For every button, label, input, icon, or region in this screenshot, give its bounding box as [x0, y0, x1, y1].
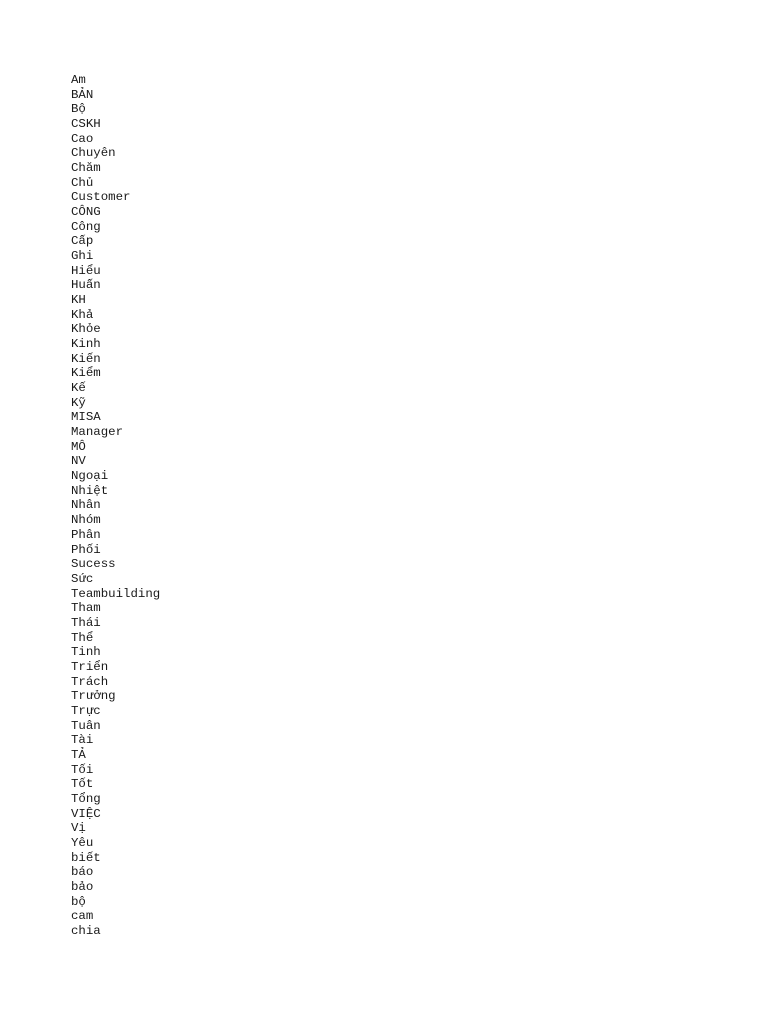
- word-list-item: Manager: [71, 425, 124, 440]
- word-list-item: MÔ: [71, 439, 86, 454]
- word-list-item: Tuân: [71, 718, 101, 733]
- word-list-item: Phân: [71, 527, 101, 542]
- word-list-item: Cao: [71, 131, 94, 146]
- word-list-item: Yêu: [71, 835, 94, 850]
- word-list-item: MISA: [71, 410, 101, 425]
- word-list-item: BẢN: [71, 87, 94, 102]
- word-list-item: Nhiệt: [71, 483, 109, 498]
- word-list-item: TẢ: [71, 747, 86, 762]
- word-list-item: Công: [71, 219, 101, 234]
- word-list-item: Triển: [71, 659, 109, 674]
- word-list-item: Chuyên: [71, 146, 116, 161]
- word-list-item: Tài: [71, 733, 94, 748]
- word-list-item: Am: [71, 73, 86, 87]
- word-list-item: báo: [71, 865, 94, 880]
- word-list-item: Cấp: [71, 234, 94, 249]
- word-list-item: Sức: [71, 571, 94, 586]
- word-list-item: Khả: [71, 307, 94, 322]
- word-list-item: bộ: [71, 894, 86, 909]
- word-list-item: Nhóm: [71, 513, 101, 528]
- word-list-item: Kế: [71, 381, 86, 396]
- word-list-item: Phối: [71, 542, 101, 557]
- word-list-item: Tốt: [71, 777, 94, 792]
- word-list-item: Tối: [71, 762, 94, 777]
- word-list-item: Hiểu: [71, 263, 101, 278]
- word-list-item: Kinh: [71, 337, 101, 352]
- word-list-item: Ngoại: [71, 469, 109, 484]
- word-list-item: Thể: [71, 630, 94, 645]
- word-list-item: Tinh: [71, 645, 101, 660]
- word-list-item: Kiểm: [71, 366, 101, 381]
- word-list-item: Nhân: [71, 498, 101, 513]
- word-list-item: Teambuilding: [71, 586, 161, 601]
- word-list-item: Vị: [71, 821, 86, 836]
- word-list-item: Khỏe: [71, 322, 101, 337]
- word-list-item: Kỹ: [71, 395, 86, 410]
- word-list-item: Sucess: [71, 557, 116, 572]
- word-list-item: Trực: [71, 703, 101, 718]
- word-list-item: Chăm: [71, 161, 101, 176]
- word-list-item: bảo: [71, 879, 94, 894]
- word-list-item: KH: [71, 293, 86, 308]
- word-list-item: cam: [71, 909, 94, 924]
- word-list-item: biết: [71, 850, 101, 865]
- word-list-item: CSKH: [71, 117, 101, 132]
- word-list-item: Thái: [71, 615, 101, 630]
- word-list-item: Trưởng: [71, 689, 116, 704]
- word-list-item: Huấn: [71, 278, 101, 293]
- word-list-item: Trách: [71, 674, 109, 689]
- word-list-item: Tổng: [71, 791, 101, 806]
- word-list-item: Ghi: [71, 249, 94, 264]
- word-list: [71, 73, 160, 939]
- word-list-item: Kiến: [71, 351, 101, 366]
- word-list-item: NV: [71, 454, 86, 469]
- word-list-item: VIỆC: [71, 806, 101, 821]
- word-list-item: chia: [71, 923, 101, 938]
- word-list-item: Tham: [71, 601, 101, 616]
- word-list-item: Chủ: [71, 175, 94, 190]
- word-list-item: Customer: [71, 190, 131, 205]
- word-list-item: CÔNG: [71, 205, 101, 220]
- word-list-item: Bộ: [71, 102, 86, 117]
